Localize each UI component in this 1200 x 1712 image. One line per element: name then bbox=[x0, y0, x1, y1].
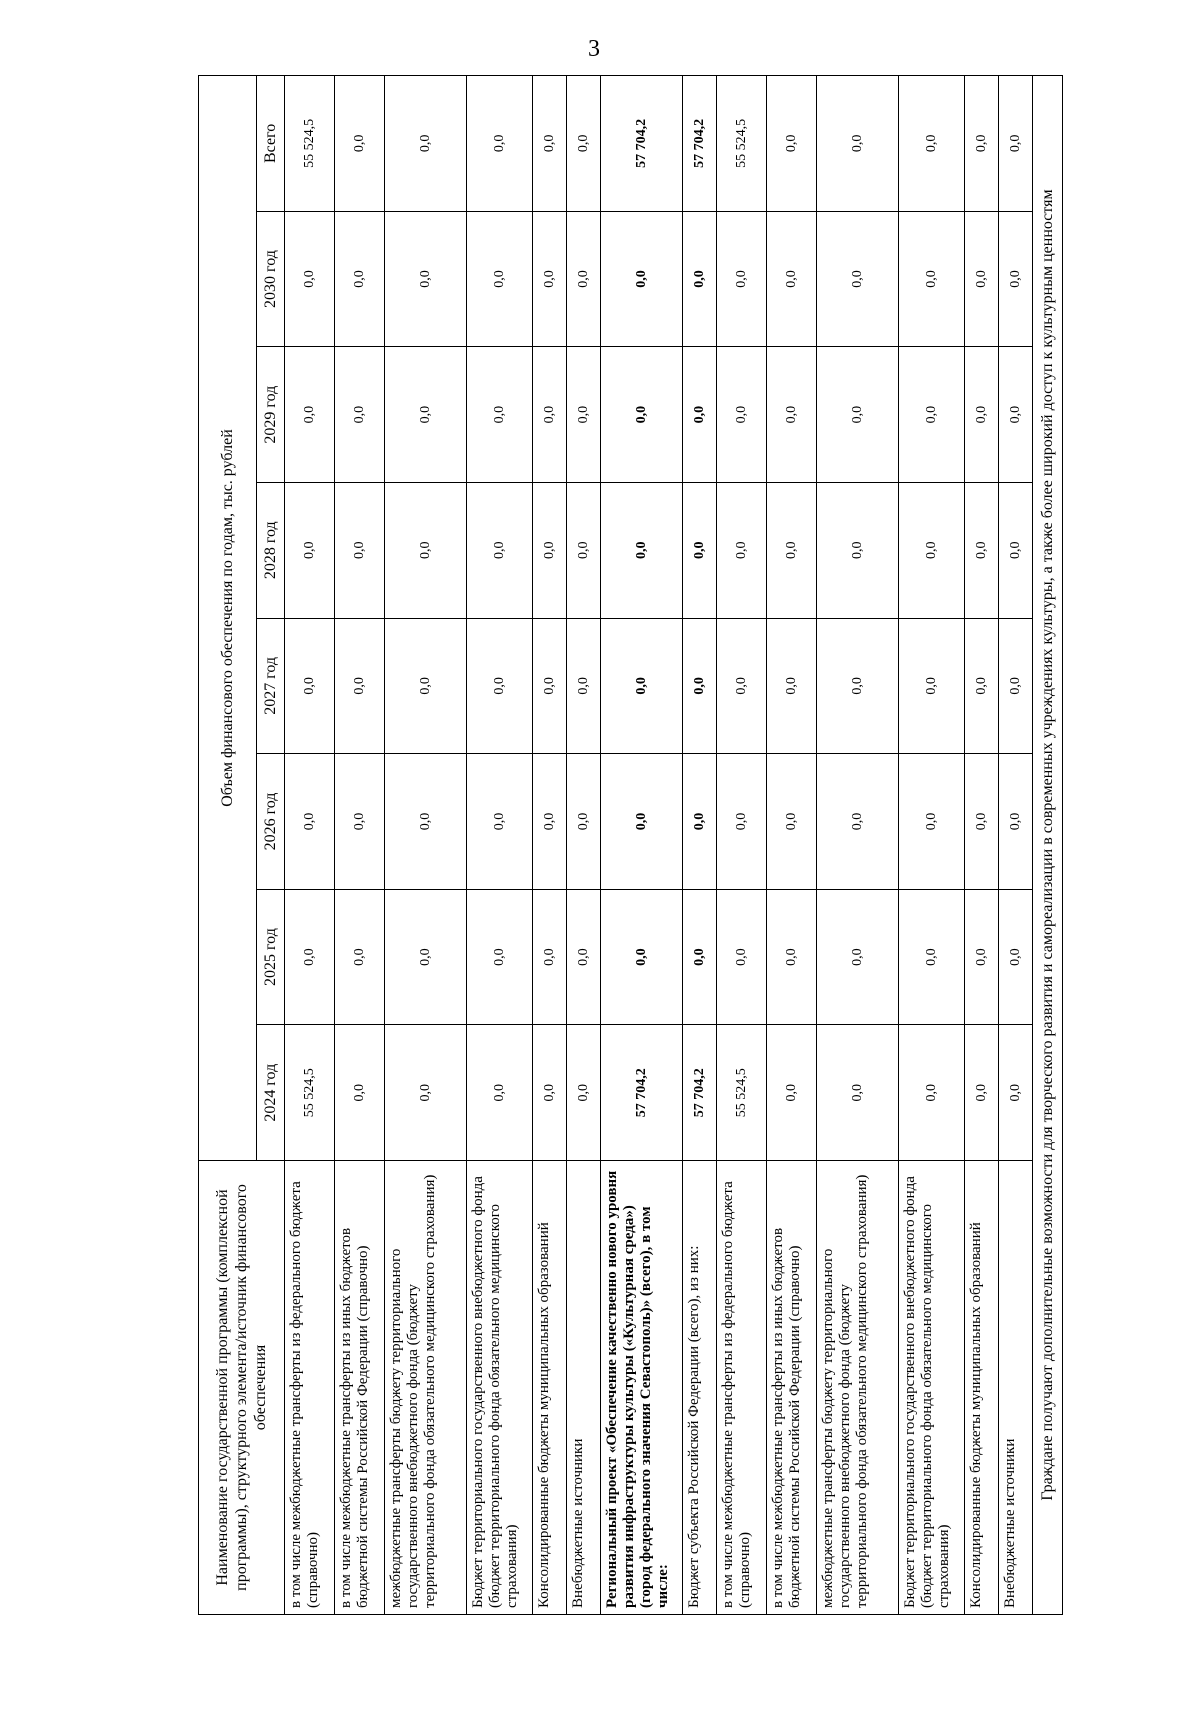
row-value: 0,0 bbox=[717, 754, 767, 890]
row-value: 0,0 bbox=[717, 889, 767, 1025]
row-value: 0,0 bbox=[965, 347, 999, 483]
row-value: 0,0 bbox=[335, 754, 385, 890]
row-value: 0,0 bbox=[285, 482, 335, 618]
row-value: 0,0 bbox=[999, 754, 1033, 890]
row-value: 0,0 bbox=[385, 1025, 467, 1161]
row-name: межбюджетные трансферты бюджету территориального государственного внебюджетного фонда (бюджету территориального фонда обязательного медицинского страхования) bbox=[817, 1160, 899, 1614]
row-value: 0,0 bbox=[965, 1025, 999, 1161]
row-value: 0,0 bbox=[533, 76, 567, 212]
row-name: Региональный проект «Обеспечение качественно нового уровня развития инфраструктуры культуры («Культурная среда») (город федерального значения Севастополь)» (всего), в том числе: bbox=[601, 1160, 683, 1614]
column-header: 2030 год bbox=[257, 211, 285, 347]
row-value: 57 704,2 bbox=[601, 76, 683, 212]
column-header: 2025 год bbox=[257, 889, 285, 1025]
row-value: 55 524,5 bbox=[717, 76, 767, 212]
row-value: 0,0 bbox=[717, 211, 767, 347]
row-value: 0,0 bbox=[335, 618, 385, 754]
row-value: 0,0 bbox=[817, 211, 899, 347]
row-value: 0,0 bbox=[817, 1025, 899, 1161]
row-value: 0,0 bbox=[899, 76, 965, 212]
table-row bbox=[767, 76, 817, 1615]
row-value: 0,0 bbox=[683, 618, 717, 754]
table-row bbox=[533, 76, 567, 1615]
row-value: 0,0 bbox=[467, 1025, 533, 1161]
row-value: 0,0 bbox=[601, 211, 683, 347]
row-value: 0,0 bbox=[567, 754, 601, 890]
row-value: 0,0 bbox=[767, 618, 817, 754]
row-value: 0,0 bbox=[999, 889, 1033, 1025]
row-value: 0,0 bbox=[717, 482, 767, 618]
row-value: 0,0 bbox=[285, 211, 335, 347]
row-name: Консолидированные бюджеты муниципальных образований bbox=[965, 1160, 999, 1614]
row-value: 57 704,2 bbox=[683, 1025, 717, 1161]
row-value: 0,0 bbox=[335, 1025, 385, 1161]
row-value: 0,0 bbox=[767, 482, 817, 618]
row-value: 0,0 bbox=[601, 618, 683, 754]
table-row bbox=[601, 76, 683, 1615]
row-value: 0,0 bbox=[533, 347, 567, 483]
table-row bbox=[567, 76, 601, 1615]
row-value: 0,0 bbox=[533, 618, 567, 754]
row-value: 0,0 bbox=[335, 347, 385, 483]
row-value: 55 524,5 bbox=[285, 76, 335, 212]
row-value: 0,0 bbox=[817, 347, 899, 483]
column-header: Всего bbox=[257, 76, 285, 212]
goal-row bbox=[1033, 76, 1063, 1615]
row-value: 0,0 bbox=[385, 754, 467, 890]
row-value: 0,0 bbox=[965, 76, 999, 212]
row-value: 55 524,5 bbox=[285, 1025, 335, 1161]
goal-text: Граждане получают дополнительные возможности для творческого развития и самореализации в современных учреждениях культуры, а также более широкий доступ к культурным ценностям bbox=[1033, 76, 1063, 1615]
column-header: 2026 год bbox=[257, 754, 285, 890]
row-value: 0,0 bbox=[335, 211, 385, 347]
row-value: 0,0 bbox=[683, 211, 717, 347]
row-value: 0,0 bbox=[999, 76, 1033, 212]
row-value: 0,0 bbox=[717, 618, 767, 754]
row-value: 0,0 bbox=[817, 754, 899, 890]
table-row bbox=[467, 76, 533, 1615]
row-name: в том числе межбюджетные трансферты из федерального бюджета (справочно) bbox=[717, 1160, 767, 1614]
row-value: 0,0 bbox=[601, 889, 683, 1025]
row-value: 0,0 bbox=[767, 754, 817, 890]
row-value: 0,0 bbox=[533, 211, 567, 347]
row-value: 0,0 bbox=[601, 347, 683, 483]
column-header: 2027 год bbox=[257, 618, 285, 754]
row-value: 0,0 bbox=[817, 482, 899, 618]
table-row bbox=[999, 76, 1033, 1615]
row-value: 0,0 bbox=[533, 1025, 567, 1161]
column-header: 2029 год bbox=[257, 347, 285, 483]
row-value: 0,0 bbox=[899, 754, 965, 890]
row-value: 0,0 bbox=[999, 482, 1033, 618]
row-value: 0,0 bbox=[817, 889, 899, 1025]
row-name: Бюджет субъекта Российской Федерации (всего), из них: bbox=[683, 1160, 717, 1614]
row-value: 0,0 bbox=[335, 76, 385, 212]
row-value: 0,0 bbox=[567, 347, 601, 483]
row-value: 0,0 bbox=[899, 618, 965, 754]
row-value: 0,0 bbox=[999, 211, 1033, 347]
row-value: 0,0 bbox=[717, 347, 767, 483]
row-value: 0,0 bbox=[683, 889, 717, 1025]
row-value: 57 704,2 bbox=[601, 1025, 683, 1161]
row-value: 0,0 bbox=[467, 76, 533, 212]
row-value: 0,0 bbox=[285, 347, 335, 483]
row-value: 0,0 bbox=[467, 347, 533, 483]
row-name: в том числе межбюджетные трансферты из иных бюджетов бюджетной системы Российской Федерации (справочно) bbox=[767, 1160, 817, 1614]
row-value: 0,0 bbox=[899, 211, 965, 347]
header-name: Наименование государственной программы (комплексной программы), структурного элемента/источник финансового обеспечения bbox=[199, 1160, 285, 1614]
row-value: 0,0 bbox=[601, 482, 683, 618]
row-value: 0,0 bbox=[285, 618, 335, 754]
row-value: 0,0 bbox=[767, 211, 817, 347]
row-value: 0,0 bbox=[965, 889, 999, 1025]
row-value: 0,0 bbox=[467, 482, 533, 618]
row-value: 0,0 bbox=[999, 347, 1033, 483]
row-value: 0,0 bbox=[467, 889, 533, 1025]
column-header: 2028 год bbox=[257, 482, 285, 618]
row-value: 0,0 bbox=[533, 754, 567, 890]
row-value: 0,0 bbox=[965, 618, 999, 754]
table-row bbox=[385, 76, 467, 1615]
financing-table bbox=[198, 75, 1063, 1615]
row-value: 0,0 bbox=[567, 76, 601, 212]
rotated-table-container bbox=[198, 75, 1098, 1615]
row-value: 0,0 bbox=[683, 754, 717, 890]
row-name: Консолидированные бюджеты муниципальных образований bbox=[533, 1160, 567, 1614]
row-value: 0,0 bbox=[385, 618, 467, 754]
row-value: 0,0 bbox=[285, 889, 335, 1025]
row-value: 0,0 bbox=[385, 482, 467, 618]
table-row bbox=[817, 76, 899, 1615]
row-value: 0,0 bbox=[817, 76, 899, 212]
row-value: 0,0 bbox=[767, 1025, 817, 1161]
row-value: 0,0 bbox=[533, 889, 567, 1025]
column-header: 2024 год bbox=[257, 1025, 285, 1161]
row-value: 0,0 bbox=[965, 482, 999, 618]
row-value: 0,0 bbox=[567, 889, 601, 1025]
row-value: 0,0 bbox=[467, 754, 533, 890]
table-row bbox=[717, 76, 767, 1615]
row-value: 0,0 bbox=[385, 347, 467, 483]
table-row bbox=[285, 76, 335, 1615]
row-value: 0,0 bbox=[385, 211, 467, 347]
row-value: 0,0 bbox=[899, 1025, 965, 1161]
row-name: в том числе межбюджетные трансферты из иных бюджетов бюджетной системы Российской Федерации (справочно) bbox=[335, 1160, 385, 1614]
row-value: 0,0 bbox=[335, 889, 385, 1025]
row-value: 0,0 bbox=[467, 618, 533, 754]
table-row bbox=[965, 76, 999, 1615]
row-value: 0,0 bbox=[899, 482, 965, 618]
row-value: 0,0 bbox=[567, 482, 601, 618]
row-value: 0,0 bbox=[767, 889, 817, 1025]
row-value: 0,0 bbox=[533, 482, 567, 618]
row-name: Бюджет территориального государственного внебюджетного фонда (бюджет территориального фонда обязательного медицинского страхования) bbox=[467, 1160, 533, 1614]
row-value: 0,0 bbox=[467, 211, 533, 347]
row-value: 0,0 bbox=[335, 482, 385, 618]
row-value: 0,0 bbox=[285, 754, 335, 890]
table-row bbox=[335, 76, 385, 1615]
header-group: Объем финансового обеспечения по годам, тыс. рублей bbox=[199, 76, 257, 1161]
row-value: 0,0 bbox=[899, 889, 965, 1025]
row-value: 0,0 bbox=[567, 211, 601, 347]
row-value: 0,0 bbox=[817, 618, 899, 754]
row-value: 0,0 bbox=[385, 76, 467, 212]
table-row bbox=[899, 76, 965, 1615]
row-value: 0,0 bbox=[965, 211, 999, 347]
row-name: Бюджет территориального государственного внебюджетного фонда (бюджет территориального фонда обязательного медицинского страхования) bbox=[899, 1160, 965, 1614]
row-value: 0,0 bbox=[767, 76, 817, 212]
row-value: 0,0 bbox=[767, 347, 817, 483]
row-value: 57 704,2 bbox=[683, 76, 717, 212]
row-value: 0,0 bbox=[999, 618, 1033, 754]
row-value: 0,0 bbox=[601, 754, 683, 890]
row-value: 0,0 bbox=[965, 754, 999, 890]
row-name: в том числе межбюджетные трансферты из федерального бюджета (справочно) bbox=[285, 1160, 335, 1614]
row-name: Внебюджетные источники bbox=[567, 1160, 601, 1614]
row-value: 0,0 bbox=[999, 1025, 1033, 1161]
row-value: 0,0 bbox=[683, 347, 717, 483]
row-value: 0,0 bbox=[385, 889, 467, 1025]
row-value: 0,0 bbox=[567, 1025, 601, 1161]
row-value: 55 524,5 bbox=[717, 1025, 767, 1161]
row-name: межбюджетные трансферты бюджету территориального государственного внебюджетного фонда (бюджету территориального фонда обязательного медицинского страхования) bbox=[385, 1160, 467, 1614]
row-value: 0,0 bbox=[899, 347, 965, 483]
row-value: 0,0 bbox=[567, 618, 601, 754]
row-name: Внебюджетные источники bbox=[999, 1160, 1033, 1614]
row-value: 0,0 bbox=[683, 482, 717, 618]
page-number: 3 bbox=[588, 36, 600, 62]
table-row bbox=[683, 76, 717, 1615]
table-body bbox=[285, 76, 1063, 1615]
